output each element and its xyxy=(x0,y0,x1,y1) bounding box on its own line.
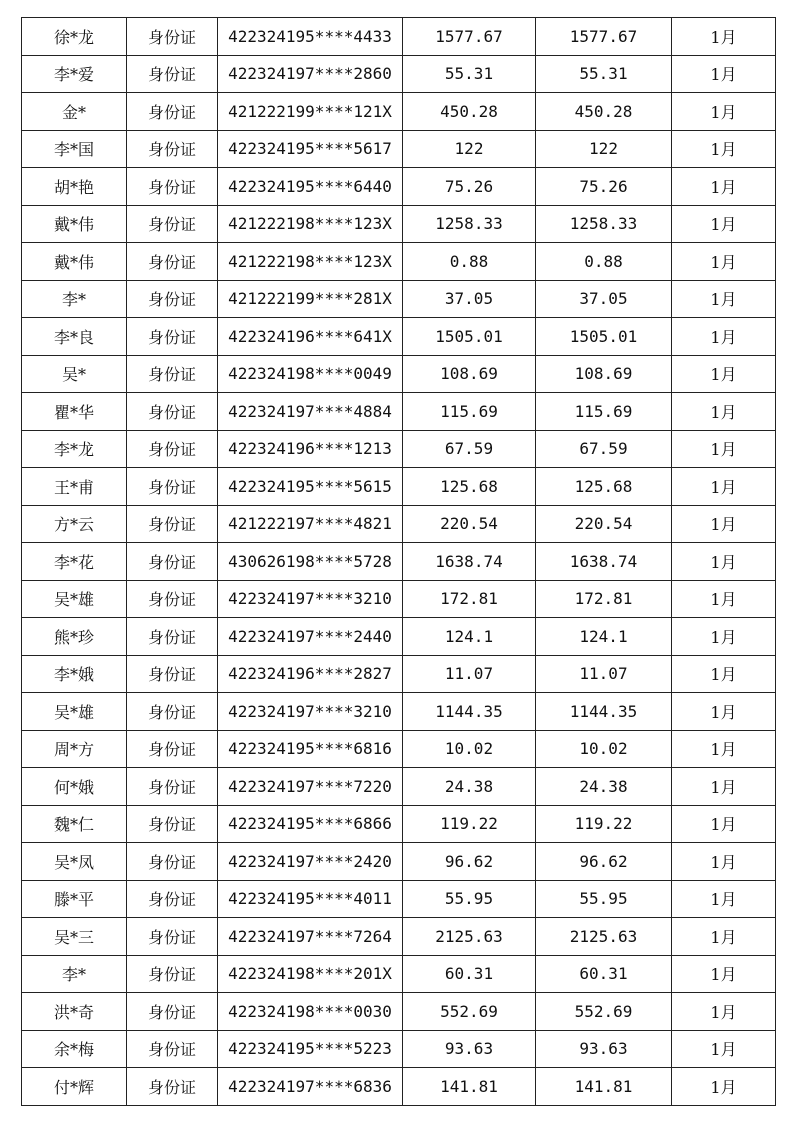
id-type-cell: 身份证 xyxy=(127,543,218,581)
id-type-cell: 身份证 xyxy=(127,55,218,93)
id-type-cell: 身份证 xyxy=(127,168,218,206)
amount-paid-cell: 93.63 xyxy=(536,1030,672,1068)
amount-paid-cell: 60.31 xyxy=(536,955,672,993)
amount-paid-cell: 108.69 xyxy=(536,355,672,393)
id-type-cell: 身份证 xyxy=(127,955,218,993)
month-cell: 1月 xyxy=(672,1068,776,1106)
amount-paid-cell: 37.05 xyxy=(536,280,672,318)
table-body xyxy=(22,18,776,1106)
id-number-cell: 422324197****3210 xyxy=(218,580,403,618)
id-number-cell: 422324198****201X xyxy=(218,955,403,993)
table-row xyxy=(22,505,776,543)
amount-paid-cell: 10.02 xyxy=(536,730,672,768)
amount-paid-cell: 96.62 xyxy=(536,843,672,881)
name-cell: 魏*仁 xyxy=(22,805,127,843)
amount-cell: 122 xyxy=(403,130,536,168)
id-number-cell: 422324198****0030 xyxy=(218,993,403,1031)
name-cell: 李*良 xyxy=(22,318,127,356)
amount-cell: 24.38 xyxy=(403,768,536,806)
id-type-cell: 身份证 xyxy=(127,93,218,131)
month-cell: 1月 xyxy=(672,730,776,768)
name-cell: 吴*雄 xyxy=(22,693,127,731)
amount-paid-cell: 122 xyxy=(536,130,672,168)
name-cell: 付*辉 xyxy=(22,1068,127,1106)
amount-cell: 60.31 xyxy=(403,955,536,993)
month-cell: 1月 xyxy=(672,505,776,543)
amount-cell: 0.88 xyxy=(403,243,536,281)
table-row xyxy=(22,955,776,993)
table-row xyxy=(22,618,776,656)
amount-paid-cell: 220.54 xyxy=(536,505,672,543)
amount-paid-cell: 11.07 xyxy=(536,655,672,693)
id-type-cell: 身份证 xyxy=(127,318,218,356)
table-row xyxy=(22,355,776,393)
amount-paid-cell: 172.81 xyxy=(536,580,672,618)
name-cell: 洪*奇 xyxy=(22,993,127,1031)
id-number-cell: 422324195****5223 xyxy=(218,1030,403,1068)
amount-paid-cell: 450.28 xyxy=(536,93,672,131)
table-row xyxy=(22,1030,776,1068)
amount-paid-cell: 115.69 xyxy=(536,393,672,431)
month-cell: 1月 xyxy=(672,918,776,956)
name-cell: 李*花 xyxy=(22,543,127,581)
amount-cell: 96.62 xyxy=(403,843,536,881)
table-row xyxy=(22,93,776,131)
name-cell: 吴*雄 xyxy=(22,580,127,618)
name-cell: 方*云 xyxy=(22,505,127,543)
table-row xyxy=(22,580,776,618)
name-cell: 熊*珍 xyxy=(22,618,127,656)
amount-paid-cell: 119.22 xyxy=(536,805,672,843)
id-number-cell: 422324197****2440 xyxy=(218,618,403,656)
amount-cell: 172.81 xyxy=(403,580,536,618)
name-cell: 吴* xyxy=(22,355,127,393)
id-type-cell: 身份证 xyxy=(127,730,218,768)
id-type-cell: 身份证 xyxy=(127,205,218,243)
amount-cell: 10.02 xyxy=(403,730,536,768)
name-cell: 李* xyxy=(22,955,127,993)
table-row xyxy=(22,318,776,356)
payment-table xyxy=(21,17,776,1106)
amount-cell: 220.54 xyxy=(403,505,536,543)
id-type-cell: 身份证 xyxy=(127,1030,218,1068)
id-number-cell: 421222198****123X xyxy=(218,205,403,243)
id-number-cell: 422324195****4011 xyxy=(218,880,403,918)
month-cell: 1月 xyxy=(672,993,776,1031)
id-number-cell: 422324196****1213 xyxy=(218,430,403,468)
id-type-cell: 身份证 xyxy=(127,243,218,281)
table-row xyxy=(22,430,776,468)
id-type-cell: 身份证 xyxy=(127,130,218,168)
table-row xyxy=(22,393,776,431)
table-row xyxy=(22,205,776,243)
id-type-cell: 身份证 xyxy=(127,843,218,881)
month-cell: 1月 xyxy=(672,580,776,618)
amount-cell: 55.31 xyxy=(403,55,536,93)
id-number-cell: 422324196****641X xyxy=(218,318,403,356)
amount-cell: 2125.63 xyxy=(403,918,536,956)
id-type-cell: 身份证 xyxy=(127,768,218,806)
amount-cell: 1577.67 xyxy=(403,18,536,56)
id-number-cell: 422324198****0049 xyxy=(218,355,403,393)
id-number-cell: 422324195****5615 xyxy=(218,468,403,506)
amount-cell: 1505.01 xyxy=(403,318,536,356)
month-cell: 1月 xyxy=(672,168,776,206)
table-row xyxy=(22,543,776,581)
name-cell: 李*爱 xyxy=(22,55,127,93)
table-row xyxy=(22,768,776,806)
id-number-cell: 422324197****6836 xyxy=(218,1068,403,1106)
amount-cell: 119.22 xyxy=(403,805,536,843)
amount-paid-cell: 0.88 xyxy=(536,243,672,281)
id-type-cell: 身份证 xyxy=(127,993,218,1031)
id-type-cell: 身份证 xyxy=(127,580,218,618)
amount-paid-cell: 1577.67 xyxy=(536,18,672,56)
table-row xyxy=(22,993,776,1031)
id-number-cell: 422324195****6440 xyxy=(218,168,403,206)
amount-cell: 124.1 xyxy=(403,618,536,656)
amount-cell: 1258.33 xyxy=(403,205,536,243)
id-type-cell: 身份证 xyxy=(127,505,218,543)
amount-cell: 11.07 xyxy=(403,655,536,693)
id-number-cell: 421222197****4821 xyxy=(218,505,403,543)
name-cell: 胡*艳 xyxy=(22,168,127,206)
name-cell: 滕*平 xyxy=(22,880,127,918)
month-cell: 1月 xyxy=(672,655,776,693)
amount-cell: 141.81 xyxy=(403,1068,536,1106)
table-row xyxy=(22,693,776,731)
month-cell: 1月 xyxy=(672,130,776,168)
amount-paid-cell: 55.31 xyxy=(536,55,672,93)
name-cell: 王*甫 xyxy=(22,468,127,506)
table-row xyxy=(22,130,776,168)
name-cell: 戴*伟 xyxy=(22,205,127,243)
id-type-cell: 身份证 xyxy=(127,18,218,56)
month-cell: 1月 xyxy=(672,55,776,93)
amount-paid-cell: 2125.63 xyxy=(536,918,672,956)
amount-cell: 75.26 xyxy=(403,168,536,206)
name-cell: 瞿*华 xyxy=(22,393,127,431)
id-number-cell: 421222198****123X xyxy=(218,243,403,281)
table-row xyxy=(22,168,776,206)
name-cell: 何*娥 xyxy=(22,768,127,806)
amount-paid-cell: 125.68 xyxy=(536,468,672,506)
amount-cell: 37.05 xyxy=(403,280,536,318)
id-type-cell: 身份证 xyxy=(127,430,218,468)
month-cell: 1月 xyxy=(672,618,776,656)
name-cell: 李*国 xyxy=(22,130,127,168)
id-number-cell: 422324196****2827 xyxy=(218,655,403,693)
amount-paid-cell: 1505.01 xyxy=(536,318,672,356)
table-row xyxy=(22,468,776,506)
table-row xyxy=(22,730,776,768)
table-row xyxy=(22,805,776,843)
id-number-cell: 422324197****2420 xyxy=(218,843,403,881)
table-row xyxy=(22,280,776,318)
amount-cell: 55.95 xyxy=(403,880,536,918)
month-cell: 1月 xyxy=(672,243,776,281)
amount-cell: 108.69 xyxy=(403,355,536,393)
id-number-cell: 422324197****3210 xyxy=(218,693,403,731)
month-cell: 1月 xyxy=(672,543,776,581)
month-cell: 1月 xyxy=(672,768,776,806)
month-cell: 1月 xyxy=(672,843,776,881)
amount-cell: 450.28 xyxy=(403,93,536,131)
id-type-cell: 身份证 xyxy=(127,1068,218,1106)
id-type-cell: 身份证 xyxy=(127,393,218,431)
id-number-cell: 422324195****4433 xyxy=(218,18,403,56)
month-cell: 1月 xyxy=(672,880,776,918)
id-number-cell: 422324195****6816 xyxy=(218,730,403,768)
amount-paid-cell: 55.95 xyxy=(536,880,672,918)
table-row xyxy=(22,655,776,693)
amount-cell: 125.68 xyxy=(403,468,536,506)
id-number-cell: 422324197****2860 xyxy=(218,55,403,93)
name-cell: 吴*三 xyxy=(22,918,127,956)
name-cell: 李*娥 xyxy=(22,655,127,693)
id-type-cell: 身份证 xyxy=(127,468,218,506)
amount-paid-cell: 24.38 xyxy=(536,768,672,806)
id-type-cell: 身份证 xyxy=(127,618,218,656)
table-row xyxy=(22,55,776,93)
table-row xyxy=(22,1068,776,1106)
table-row xyxy=(22,880,776,918)
amount-cell: 1144.35 xyxy=(403,693,536,731)
month-cell: 1月 xyxy=(672,318,776,356)
month-cell: 1月 xyxy=(672,805,776,843)
month-cell: 1月 xyxy=(672,280,776,318)
month-cell: 1月 xyxy=(672,1030,776,1068)
name-cell: 李* xyxy=(22,280,127,318)
id-number-cell: 422324197****7220 xyxy=(218,768,403,806)
id-number-cell: 421222199****121X xyxy=(218,93,403,131)
id-number-cell: 422324195****6866 xyxy=(218,805,403,843)
id-type-cell: 身份证 xyxy=(127,355,218,393)
amount-cell: 552.69 xyxy=(403,993,536,1031)
id-type-cell: 身份证 xyxy=(127,693,218,731)
id-number-cell: 422324197****7264 xyxy=(218,918,403,956)
id-type-cell: 身份证 xyxy=(127,655,218,693)
month-cell: 1月 xyxy=(672,468,776,506)
amount-paid-cell: 67.59 xyxy=(536,430,672,468)
amount-paid-cell: 1144.35 xyxy=(536,693,672,731)
table-row xyxy=(22,243,776,281)
name-cell: 徐*龙 xyxy=(22,18,127,56)
id-number-cell: 422324195****5617 xyxy=(218,130,403,168)
id-number-cell: 430626198****5728 xyxy=(218,543,403,581)
month-cell: 1月 xyxy=(672,93,776,131)
month-cell: 1月 xyxy=(672,18,776,56)
id-number-cell: 422324197****4884 xyxy=(218,393,403,431)
name-cell: 余*梅 xyxy=(22,1030,127,1068)
table-row xyxy=(22,18,776,56)
month-cell: 1月 xyxy=(672,955,776,993)
id-type-cell: 身份证 xyxy=(127,880,218,918)
amount-cell: 115.69 xyxy=(403,393,536,431)
name-cell: 戴*伟 xyxy=(22,243,127,281)
month-cell: 1月 xyxy=(672,693,776,731)
amount-paid-cell: 552.69 xyxy=(536,993,672,1031)
amount-paid-cell: 1638.74 xyxy=(536,543,672,581)
id-type-cell: 身份证 xyxy=(127,805,218,843)
amount-paid-cell: 75.26 xyxy=(536,168,672,206)
amount-cell: 93.63 xyxy=(403,1030,536,1068)
name-cell: 周*方 xyxy=(22,730,127,768)
name-cell: 吴*凤 xyxy=(22,843,127,881)
name-cell: 李*龙 xyxy=(22,430,127,468)
month-cell: 1月 xyxy=(672,430,776,468)
name-cell: 金* xyxy=(22,93,127,131)
amount-paid-cell: 141.81 xyxy=(536,1068,672,1106)
table-row xyxy=(22,843,776,881)
month-cell: 1月 xyxy=(672,205,776,243)
id-number-cell: 421222199****281X xyxy=(218,280,403,318)
amount-paid-cell: 1258.33 xyxy=(536,205,672,243)
table-row xyxy=(22,918,776,956)
month-cell: 1月 xyxy=(672,393,776,431)
id-type-cell: 身份证 xyxy=(127,918,218,956)
amount-cell: 1638.74 xyxy=(403,543,536,581)
month-cell: 1月 xyxy=(672,355,776,393)
amount-paid-cell: 124.1 xyxy=(536,618,672,656)
amount-cell: 67.59 xyxy=(403,430,536,468)
id-type-cell: 身份证 xyxy=(127,280,218,318)
